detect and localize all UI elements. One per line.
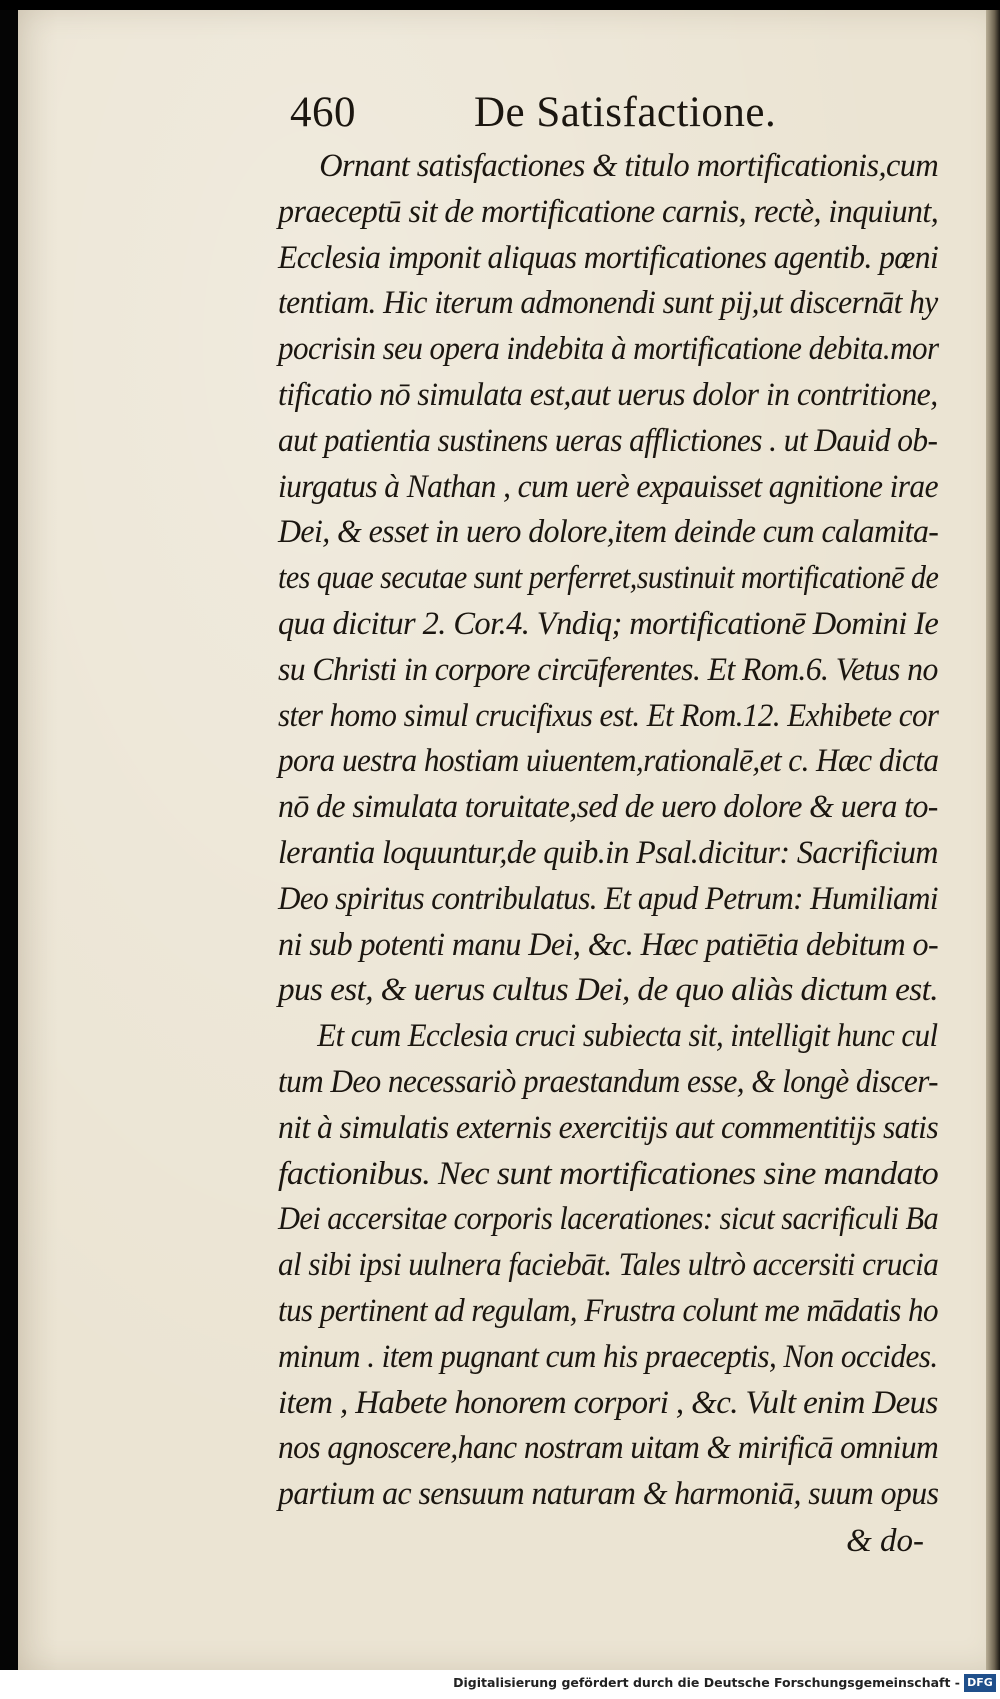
text-line: praeceptū sit de mortificatione carnis, rectè, inquiunt,	[278, 193, 939, 230]
text-line: tificatio nō simulata est,aut uerus dolor in contritione,	[278, 376, 938, 413]
text-line: pora uestra hostiam uiuentem,rationalē,et c. Hæc dicta	[278, 743, 939, 780]
text-line: item , Habete honorem corpori , &c. Vult enim Deus	[278, 1384, 938, 1421]
text-line: pocrisin seu opera indebita à mortificatione debita.mor	[278, 331, 939, 368]
text-line: Dei, & esset in uero dolore,item deinde cum calamita-	[278, 514, 939, 551]
text-line: minum . item pugnant cum his praeceptis, Non occides.	[278, 1338, 938, 1375]
page-edge-shadow	[986, 10, 1000, 1670]
page-number: 460	[290, 89, 356, 136]
text-block	[278, 82, 938, 1564]
body-text	[278, 144, 938, 1518]
text-line: Ornant satisfactiones & titulo mortificationis,cum	[319, 148, 939, 184]
page-header	[278, 82, 938, 144]
text-line: qua dicitur 2. Cor.4. Vndiq; mortificationē Domini Ie	[278, 605, 939, 642]
text-line: aut patientia sustinens ueras afflictiones . ut Dauid ob-	[278, 422, 938, 459]
text-line: su Christi in corpore circūferentes. Et Rom.6. Vetus no	[278, 651, 938, 688]
text-line: ni sub potenti manu Dei, &c. Hæc patiētia debitum o-	[278, 926, 939, 963]
text-line: lerantia loquuntur,de quib.in Psal.dicitur: Sacrificium	[278, 834, 938, 871]
text-line: Ecclesia imponit aliquas mortificationes agentib. pœni	[278, 239, 939, 276]
text-line: tentiam. Hic iterum admonendi sunt pij,ut discernāt hy	[278, 285, 938, 322]
text-line: tus pertinent ad regulam, Frustra colunt me mādatis ho	[278, 1292, 938, 1329]
scan-border-top	[0, 0, 1000, 10]
digitization-footer	[0, 1670, 1000, 1699]
text-line: factionibus. Nec sunt mortificationes sine mandato	[278, 1155, 939, 1192]
text-line: Dei accersitae corporis lacerationes: sicut sacrificuli Ba	[278, 1201, 939, 1238]
text-line: nos agnoscere,hanc nostram uitam & mirificā omnium	[278, 1430, 939, 1467]
text-line: nō de simulata toruitate,sed de uero dolore & uera to-	[278, 789, 938, 826]
catchword: & do-	[846, 1522, 924, 1559]
funding-note: Digitalisierung gefördert durch die Deutsche Forschungsgemeinschaft -	[453, 1675, 960, 1690]
text-line: partium ac sensuum naturam & harmoniā, suum opus	[278, 1476, 939, 1513]
text-line: nit à simulatis externis exercitijs aut commentitijs satis	[278, 1109, 939, 1146]
text-line: tum Deo necessariò praestandum esse, & longè discer-	[278, 1063, 939, 1100]
text-line: ster homo simul crucifixus est. Et Rom.12. Exhibete cor	[278, 697, 939, 734]
text-line: tes quae secutae sunt perferret,sustinuit mortificationē de	[278, 560, 939, 597]
text-line: pus est, & uerus cultus Dei, de quo aliàs dictum est.	[278, 972, 938, 1009]
text-line: Et cum Ecclesia cruci subiecta sit, intelligit hunc cul	[317, 1018, 938, 1055]
running-title: De Satisfactione.	[474, 89, 777, 136]
text-line: iurgatus à Nathan , cum uerè expauisset agnitione irae	[278, 468, 938, 505]
text-line: Deo spiritus contribulatus. Et apud Petrum: Humiliami	[278, 880, 938, 917]
dfg-logo-icon: DFG	[964, 1674, 996, 1692]
text-line: al sibi ipsi uulnera faciebāt. Tales ultrò accersiti crucia	[278, 1247, 939, 1284]
